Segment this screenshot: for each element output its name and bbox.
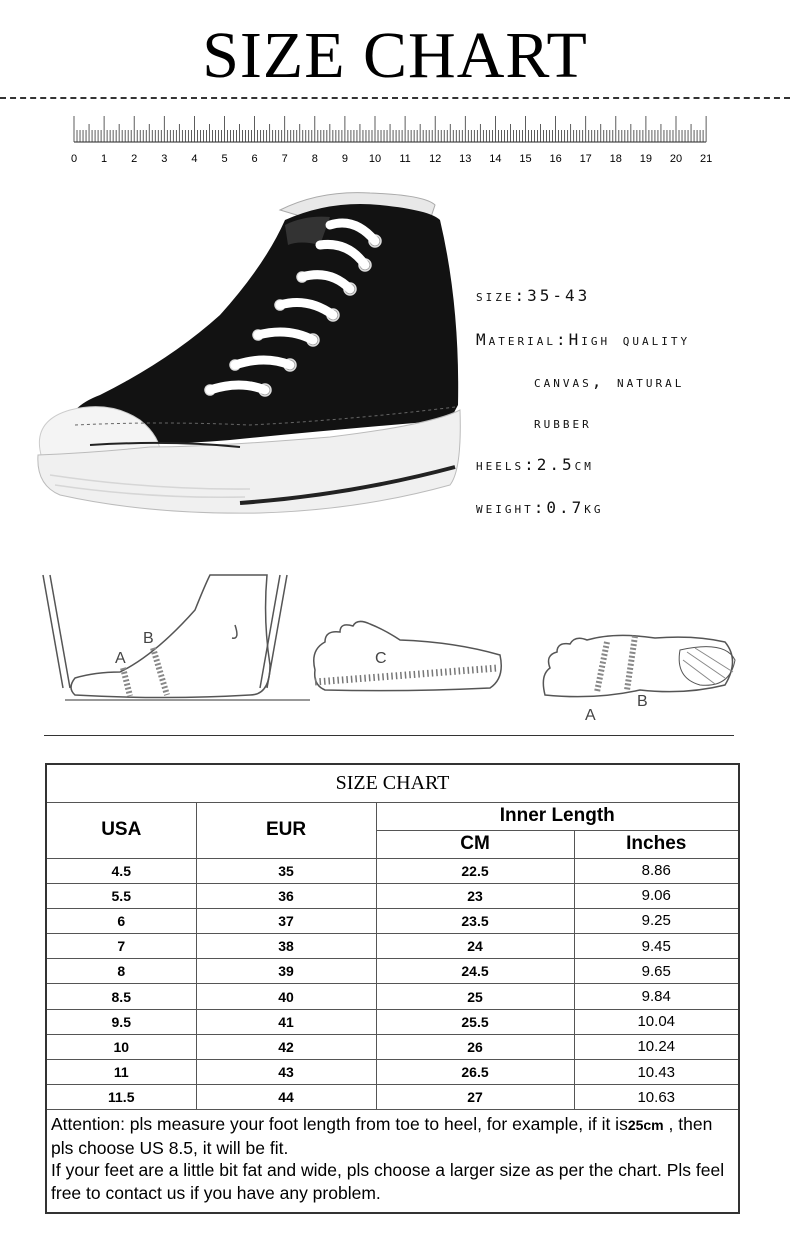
table-row: [46, 1060, 739, 1085]
cell-eur: 41: [196, 1009, 376, 1034]
label-c: C: [375, 650, 387, 667]
cell-usa: 8.5: [46, 984, 196, 1009]
cell-eur: 37: [196, 908, 376, 933]
header-eur: EUR: [196, 802, 376, 858]
ruler-ticks: [74, 116, 706, 142]
foot-measurement-diagrams: [35, 560, 755, 730]
spec-material-line3: rubber: [534, 413, 592, 432]
cell-usa: 5.5: [46, 883, 196, 908]
header-inches: Inches: [574, 830, 739, 858]
cell-eur: 38: [196, 934, 376, 959]
table-row: [46, 1009, 739, 1034]
cell-usa: 6: [46, 908, 196, 933]
spec-material-line2: canvas, natural: [534, 372, 685, 391]
cell-inches: 10.24: [574, 1034, 739, 1059]
table-row: [46, 858, 739, 883]
ruler-label: 5: [221, 153, 228, 165]
cell-cm: 25: [376, 984, 574, 1009]
cell-cm: 22.5: [376, 858, 574, 883]
cell-inches: 9.84: [574, 984, 739, 1009]
ruler-label: 17: [579, 153, 592, 165]
cell-inches: 10.63: [574, 1085, 739, 1110]
ruler-label: 0: [70, 153, 78, 165]
table-title: SIZE CHART: [46, 764, 739, 802]
cell-usa: 4.5: [46, 858, 196, 883]
ruler-label: 16: [549, 153, 562, 165]
spec-material: Material:High quality: [476, 330, 691, 349]
cell-eur: 35: [196, 858, 376, 883]
header-usa: USA: [46, 802, 196, 858]
attention-note: [46, 1110, 739, 1214]
cell-usa: 11.5: [46, 1085, 196, 1110]
ruler-label: 14: [489, 153, 502, 165]
note-part2: , then pls choose US 8.5, it will be fit.: [51, 1114, 713, 1158]
cell-eur: 40: [196, 984, 376, 1009]
ruler-label: 1: [101, 153, 108, 165]
cell-cm: 23: [376, 883, 574, 908]
spec-weight: weight:0.7kg: [476, 498, 604, 517]
cell-inches: 10.04: [574, 1009, 739, 1034]
table-row: [46, 984, 739, 1009]
table-row: [46, 959, 739, 984]
cell-eur: 39: [196, 959, 376, 984]
table-row: [46, 908, 739, 933]
ruler-labels: [71, 153, 712, 165]
cell-eur: 44: [196, 1085, 376, 1110]
ruler-label: 11: [399, 153, 411, 165]
ruler-label: 7: [281, 153, 288, 165]
label-b-2: B: [637, 693, 648, 710]
table-row: [46, 1085, 739, 1110]
ruler-label: 4: [191, 153, 198, 165]
label-a-2: A: [585, 707, 596, 724]
cell-inches: 10.43: [574, 1060, 739, 1085]
table-row: [46, 1034, 739, 1059]
cell-usa: 10: [46, 1034, 196, 1059]
sneaker-image: [30, 185, 470, 535]
ruler-label: 13: [459, 153, 472, 165]
cell-eur: 43: [196, 1060, 376, 1085]
header-inner-length: Inner Length: [376, 802, 739, 830]
cell-inches: 8.86: [574, 858, 739, 883]
sole-diagram: [314, 621, 502, 690]
label-a: A: [115, 650, 126, 667]
cell-cm: 25.5: [376, 1009, 574, 1034]
cell-cm: 24.5: [376, 959, 574, 984]
ruler-label: 8: [311, 153, 318, 165]
label-b: B: [143, 630, 154, 647]
ruler-label: 19: [639, 153, 653, 165]
table-row: [46, 883, 739, 908]
side-foot-diagram: [43, 575, 310, 700]
cell-inches: 9.06: [574, 883, 739, 908]
cell-inches: 9.25: [574, 908, 739, 933]
note-part3: If your feet are a little bit fat and wide, pls choose a larger size as per the chart. Pls feel free to contact us if you have any problem.: [51, 1160, 725, 1203]
ruler-label: 9: [341, 153, 348, 165]
cell-eur: 36: [196, 883, 376, 908]
cell-usa: 11: [46, 1060, 196, 1085]
ruler-label: 15: [519, 153, 532, 165]
cell-cm: 23.5: [376, 908, 574, 933]
cell-inches: 9.65: [574, 959, 739, 984]
spec-heels: heels:2.5cm: [476, 455, 594, 474]
size-rows: [46, 858, 739, 1110]
ruler-label: 21: [699, 153, 713, 165]
foot-angle-diagram: [543, 635, 735, 696]
size-table: [45, 763, 740, 1214]
header-cm: CM: [376, 830, 574, 858]
shoe-upper: [68, 204, 458, 444]
ruler-label: 12: [429, 153, 442, 165]
section-divider: [44, 735, 734, 736]
cell-cm: 26: [376, 1034, 574, 1059]
cell-eur: 42: [196, 1034, 376, 1059]
ruler-label: 18: [609, 153, 622, 165]
dashed-divider: [0, 97, 790, 99]
cell-usa: 8: [46, 959, 196, 984]
ruler-label: 3: [161, 153, 168, 165]
note-highlight: 25cm: [627, 1117, 664, 1134]
note-part1: Attention: pls measure your foot length from toe to heel, for example, if it is: [51, 1114, 628, 1135]
cell-usa: 9.5: [46, 1009, 196, 1034]
cell-cm: 26.5: [376, 1060, 574, 1085]
ruler-label: 10: [368, 153, 382, 165]
ruler: [0, 110, 790, 170]
spec-size: size:35-43: [476, 286, 591, 305]
cell-usa: 7: [46, 934, 196, 959]
table-row: [46, 934, 739, 959]
cell-cm: 27: [376, 1085, 574, 1110]
ruler-label: 20: [669, 153, 683, 165]
ruler-label: 2: [131, 153, 138, 165]
cell-inches: 9.45: [574, 934, 739, 959]
ruler-label: 6: [251, 153, 258, 165]
cell-cm: 24: [376, 934, 574, 959]
page-title: SIZE CHART: [202, 19, 588, 92]
